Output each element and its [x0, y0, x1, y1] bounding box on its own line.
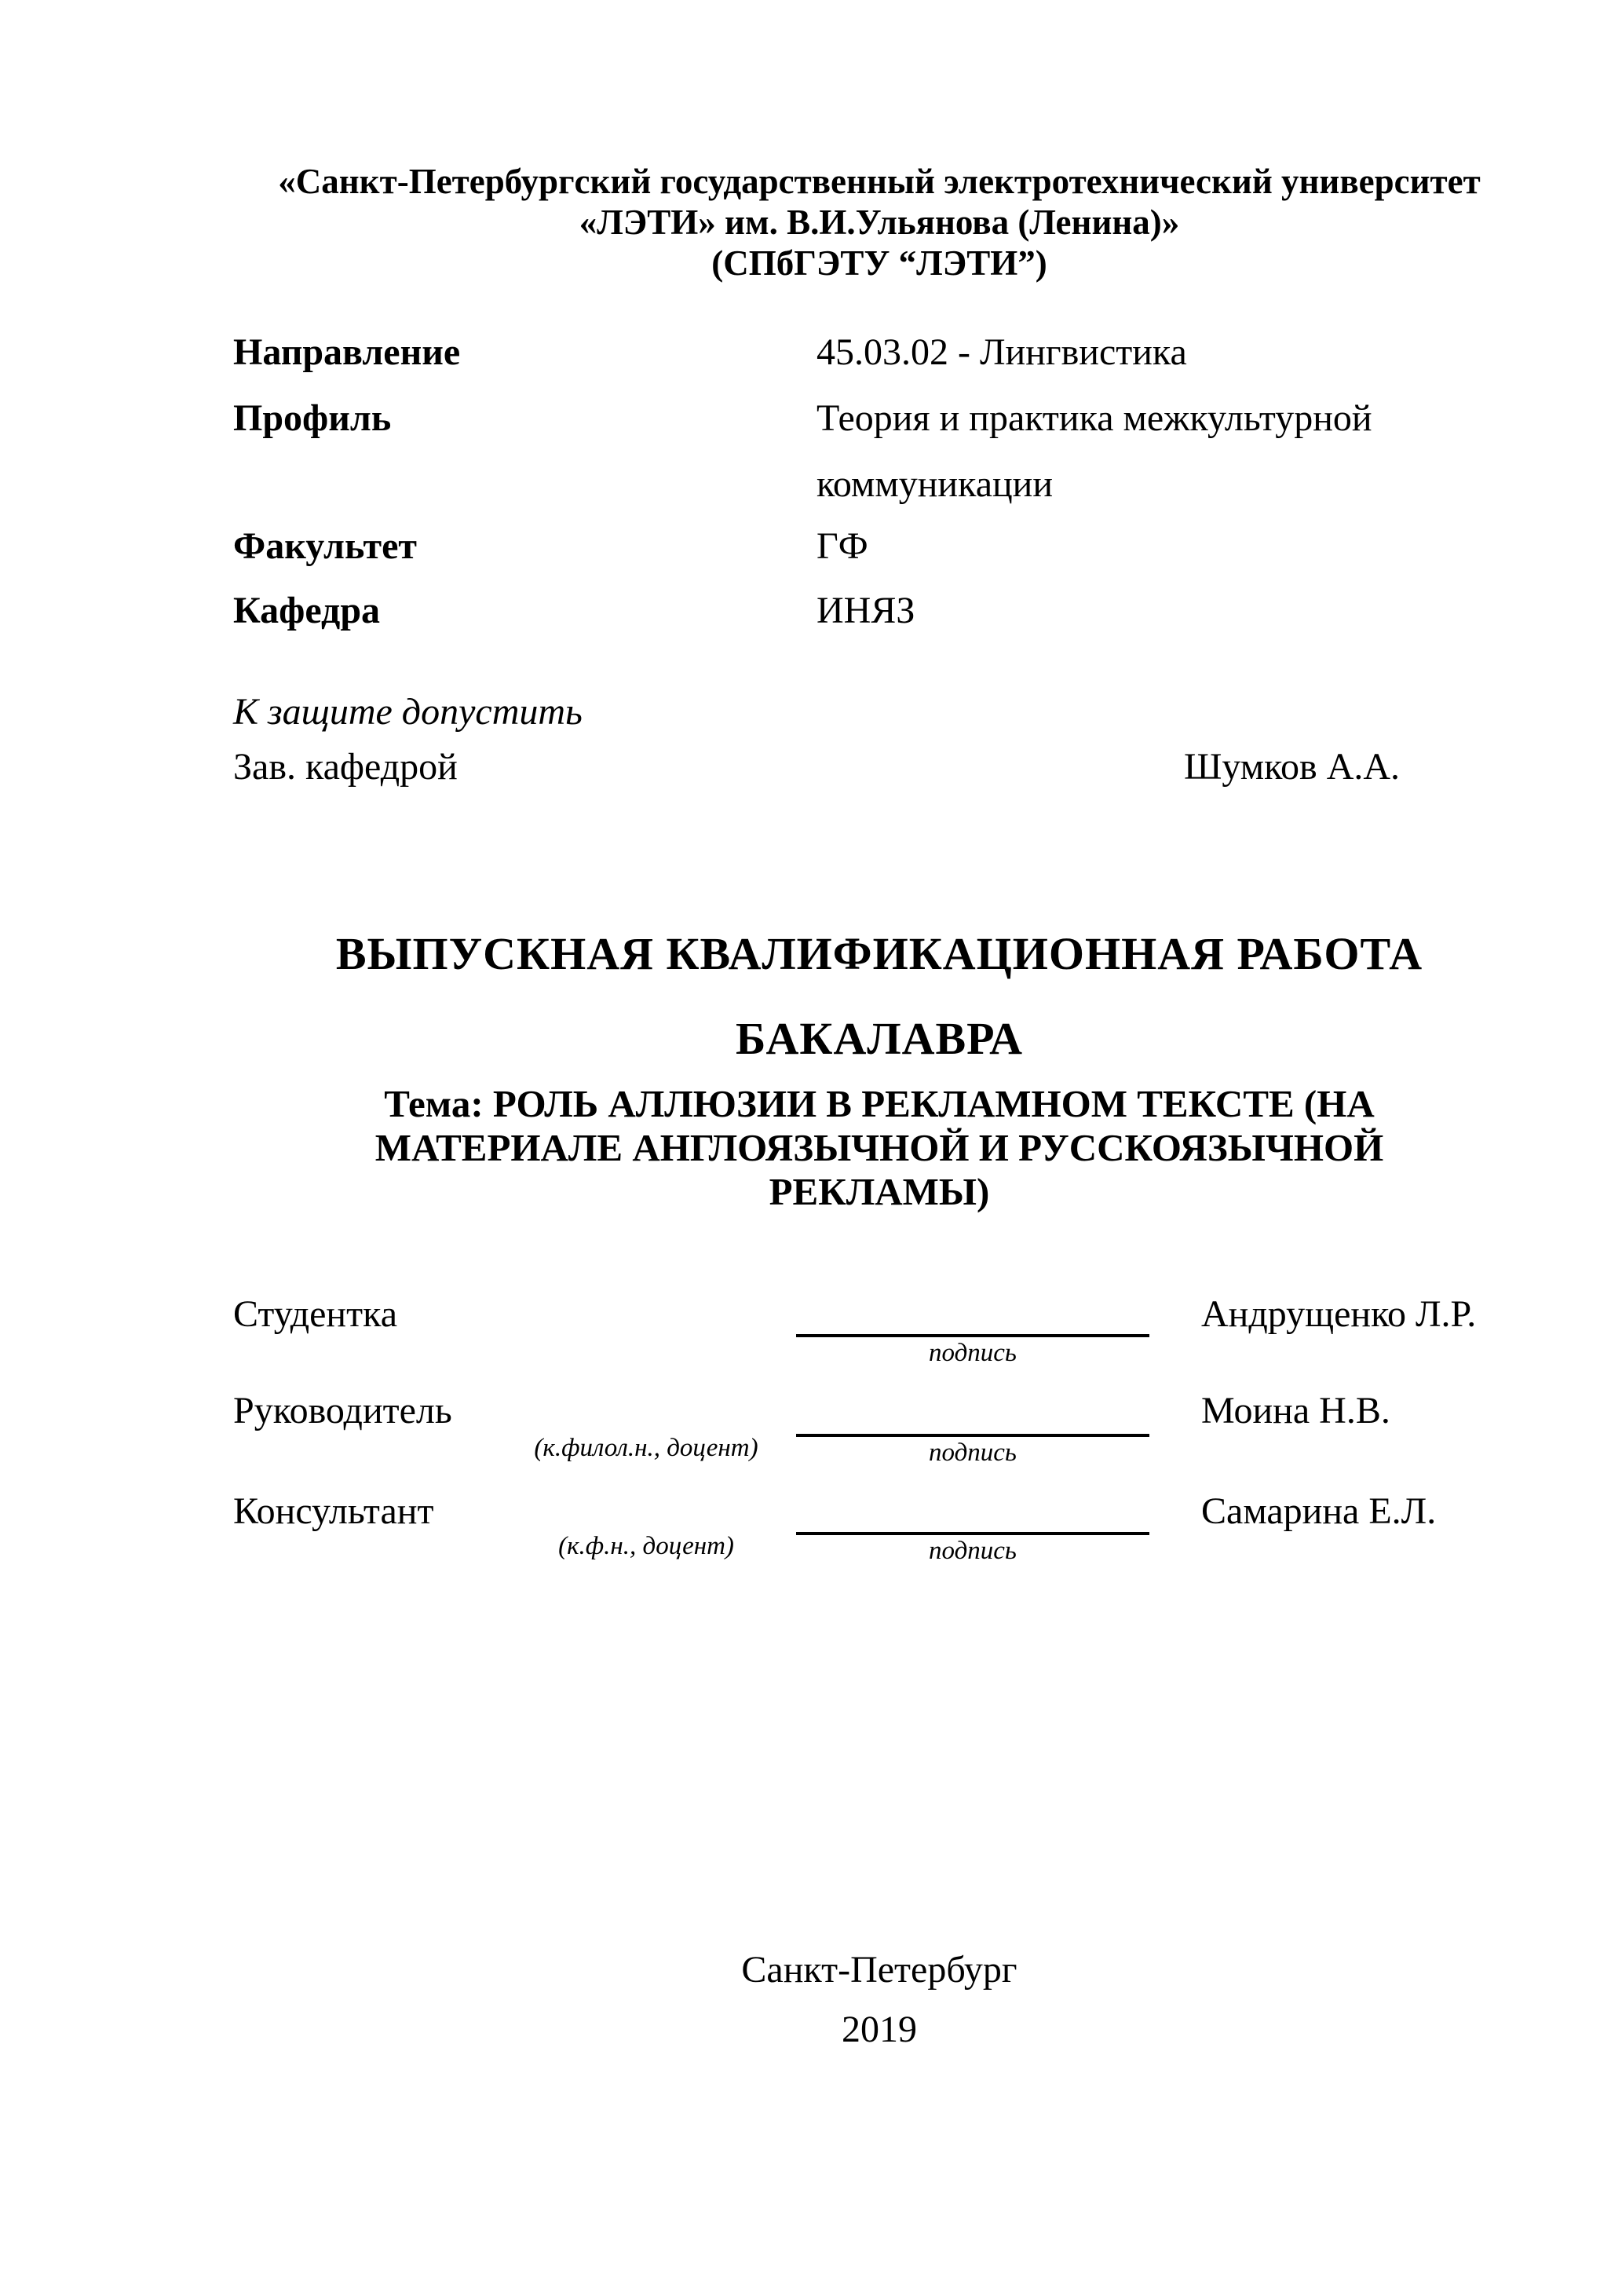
supervisor-name: Моина Н.В. — [1201, 1390, 1390, 1431]
department-label: Кафедра — [233, 590, 381, 631]
topic-line1: Тема: РОЛЬ АЛЛЮЗИИ В РЕКЛАМНОМ ТЕКСТЕ (НА — [384, 1082, 1375, 1125]
profile-label: Профиль — [233, 397, 392, 439]
direction-label: Направление — [233, 331, 461, 373]
university-header — [236, 161, 1523, 283]
profile-value-line1: Теория и практика межкультурной — [816, 397, 1372, 439]
topic-block — [236, 1082, 1523, 1214]
university-abbreviation: (СПбГЭТУ “ЛЭТИ”) — [711, 243, 1047, 283]
admission-permit-line: К защите допустить — [233, 691, 583, 733]
department-head-label: Зав. кафедрой — [233, 746, 458, 788]
topic-line3: РЕКЛАМЫ) — [769, 1170, 990, 1213]
work-title-line1: ВЫПУСКНАЯ КВАЛИФИКАЦИОННАЯ РАБОТА — [335, 928, 1423, 979]
student-role-label: Студентка — [233, 1293, 397, 1335]
supervisor-role-label: Руководитель — [233, 1390, 452, 1431]
profile-value-line2: коммуникации — [816, 463, 1054, 505]
direction-value: 45.03.02 - Лингвистика — [816, 331, 1187, 373]
student-signature-caption: подпись — [929, 1339, 1017, 1367]
faculty-label: Факультет — [233, 525, 417, 567]
department-value: ИНЯЗ — [816, 590, 915, 631]
footer-year: 2019 — [842, 2009, 917, 2050]
work-title-line2: БАКАЛАВРА — [735, 1013, 1024, 1064]
supervisor-signature-caption: подпись — [929, 1439, 1017, 1467]
consultant-name: Самарина Е.Л. — [1201, 1490, 1437, 1532]
consultant-degree: (к.ф.н., доцент) — [558, 1532, 734, 1560]
faculty-value: ГФ — [816, 525, 868, 567]
university-name-line2: «ЛЭТИ» им. В.И.Ульянова (Ленина)» — [579, 203, 1180, 242]
consultant-role-label: Консультант — [233, 1490, 434, 1532]
student-name: Андрущенко Л.Р. — [1201, 1293, 1477, 1335]
topic-line2: МАТЕРИАЛЕ АНГЛОЯЗЫЧНОЙ И РУССКОЯЗЫЧНОЙ — [374, 1126, 1384, 1169]
consultant-signature-caption: подпись — [929, 1537, 1017, 1565]
supervisor-degree: (к.филол.н., доцент) — [534, 1434, 758, 1462]
footer-city: Санкт-Петербург — [741, 1949, 1017, 1991]
university-name-line1: «Санкт-Петербургский государственный электротехнический университет — [278, 162, 1481, 201]
department-head-name: Шумков А.А. — [1184, 746, 1401, 788]
